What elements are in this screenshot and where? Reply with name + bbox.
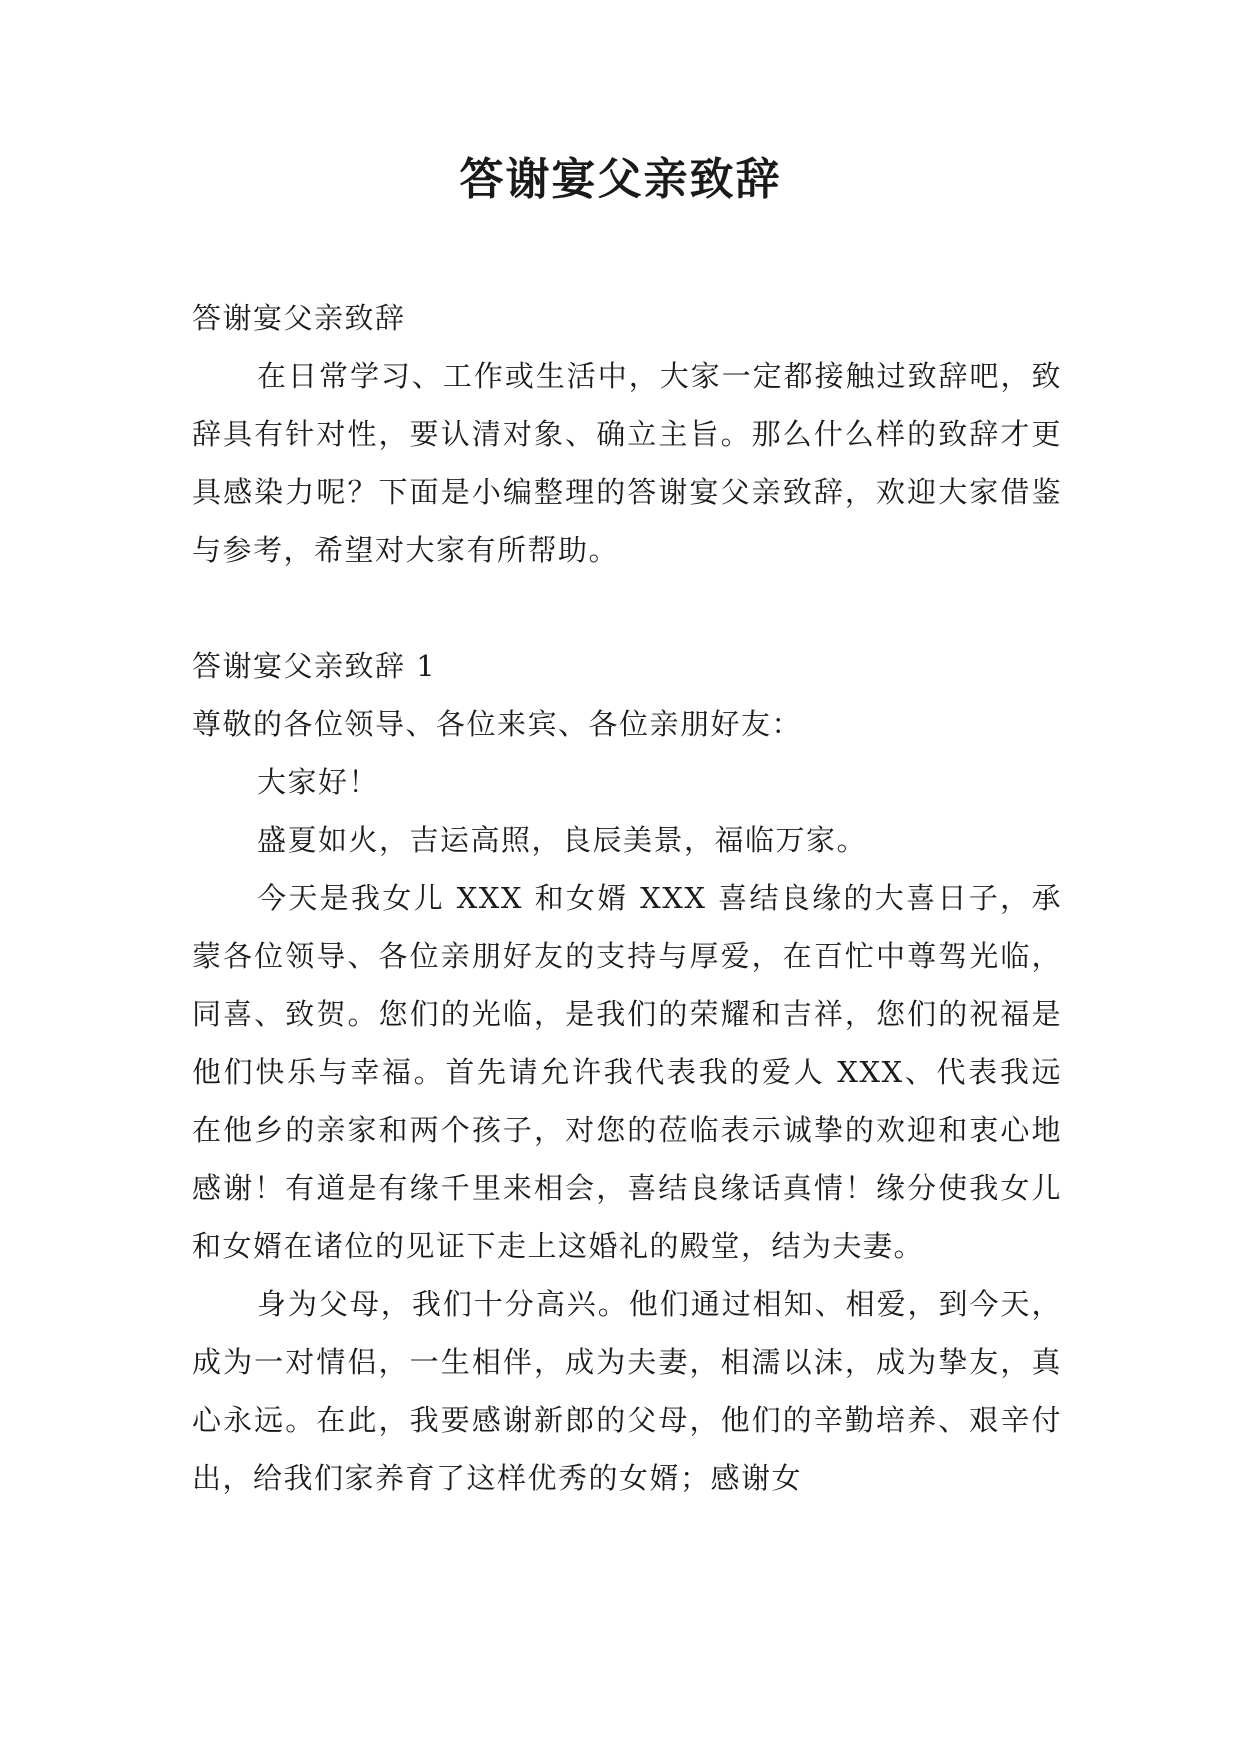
paragraph-gap — [192, 579, 1062, 637]
section-heading: 答谢宴父亲致辞 1 — [192, 649, 437, 683]
salutation: 尊敬的各位领导、各位来宾、各位亲朋好友： — [192, 707, 803, 741]
speech-paragraph: 今天是我女儿 XXX 和女婿 XXX 喜结良缘的大喜日子，承蒙各位领导、各位亲朋好友的支持与厚爱，在百忙中尊驾光临，同喜、致贺。您们的光临，是我们的荣耀和吉祥，您们的祝福是他们快乐与幸福。首先请允许我代表我的爱人 XXX、代表我远在他乡的亲家和两个孩子，对您的莅临表示诚挚的欢迎和衷心地感谢！有道是有缘千里来相会，喜结良缘话真情！缘分使我女儿和女婿在诸位的见证下走上这婚礼的殿堂，结为夫妻。 — [192, 881, 1062, 1263]
speech-paragraph: 身为父母，我们十分高兴。他们通过相知、相爱，到今天，成为一对情侣，一生相伴，成为夫妻，相濡以沫，成为挚友，真心永远。在此，我要感谢新郎的父母，他们的辛勤培养、艰辛付出，给我们家养育了这样优秀的女婿；感谢女 — [192, 1287, 1062, 1495]
document-body — [192, 289, 1062, 1507]
greeting: 大家好！ — [257, 765, 380, 799]
document-subtitle: 答谢宴父亲致辞 — [192, 301, 406, 335]
intro-paragraph: 在日常学习、工作或生活中，大家一定都接触过致辞吧，致辞具有针对性，要认清对象、确立主旨。那么什么样的致辞才更具感染力呢？下面是小编整理的答谢宴父亲致辞，欢迎大家借鉴与参考，希望对大家有所帮助。 — [192, 359, 1062, 567]
speech-paragraph: 盛夏如火，吉运高照，良辰美景，福临万家。 — [257, 823, 868, 857]
document-title: 答谢宴父亲致辞 — [459, 154, 782, 205]
